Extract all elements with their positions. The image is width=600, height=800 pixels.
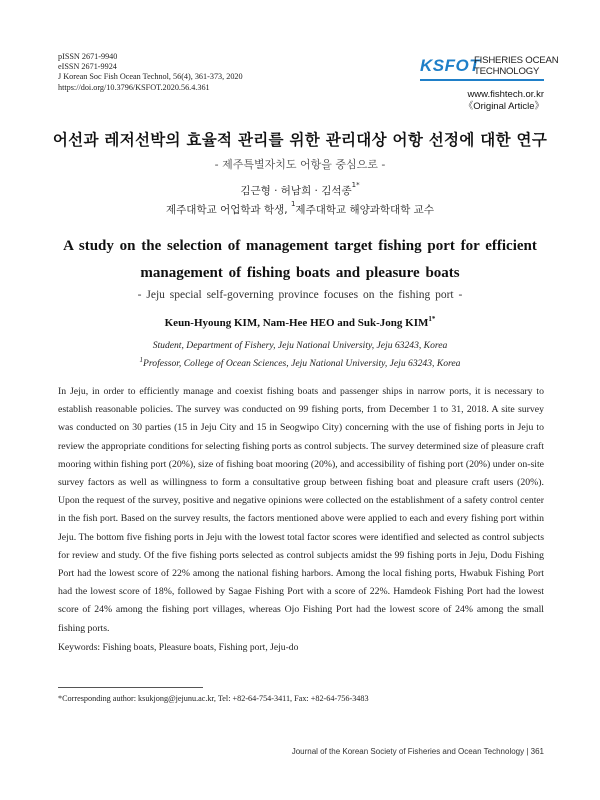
eissn: eISSN 2671-9924 xyxy=(58,62,117,72)
article-type: 《Original Article》 xyxy=(463,100,544,112)
korean-title: 어선과 레저선박의 효율적 관리를 위한 관리대상 어항 선정에 대한 연구 xyxy=(52,131,548,149)
journal-reference: J Korean Soc Fish Ocean Technol, 56(4), 361-373, 2020 xyxy=(58,72,243,82)
korean-affiliation xyxy=(0,202,600,217)
english-author-names: Keun-Hyoung KIM, Nam-Hee HEO and Suk-Jong KIM xyxy=(164,317,429,329)
korean-affiliation-professor: 제주대학교 해양과학대학 교수 xyxy=(295,204,434,216)
english-authors xyxy=(0,317,600,329)
logo-mark: KSFOT xyxy=(420,56,481,75)
english-affiliation-mark: 1 xyxy=(139,356,144,364)
website-link[interactable]: www.fishtech.or.kr xyxy=(467,89,544,100)
english-subtitle: - Jeju special self-governing province focuses on the fishing port - xyxy=(137,289,463,301)
english-title xyxy=(30,233,570,287)
korean-subtitle: - 제주특별자치도 어항을 중심으로 - xyxy=(214,158,386,171)
corresponding-author-note: *Corresponding author: ksukjong@jejunu.ac.kr, Tel: +82-64-754-3411, Fax: +82-64-756-3483 xyxy=(58,694,369,703)
doi-link[interactable]: https://doi.org/10.3796/KSFOT.2020.56.4.361 xyxy=(58,82,210,92)
korean-affiliation-student: 제주대학교 어업학과 학생, xyxy=(166,204,288,216)
journal-meta xyxy=(58,52,243,93)
english-author-mark: 1* xyxy=(428,315,436,323)
logo-line-2: TECHNOLOGY xyxy=(474,66,540,77)
english-title-line-2: management of fishing boats and pleasure boats xyxy=(140,265,460,281)
abstract-paragraph: In Jeju, in order to efficiently manage and coexist fishing boats and passenger ships in narrow ports, it is necessary to establish reasonable policies. The survey was conducted on 99 fishing ports, from December 1 to 31, 2018. A site survey was conducted on 30 parties (15 in Jeju City and 15 in Seogwipo City) concerning with the use of fishing ports in Jeju to review the appropriate conditions for selecting fishing ports as control subjects. The survey determined size of pleasure craft mooring within fishing port (20%), size of fishing boat mooring (20%), and accessibility of fishing port (20%) under on-site survey factors as well as willingness to form a consultative group between fishing boat and pleasure craft users (20%). Upon the request of the survey, positive and negative opinions were collected on the establishment of a safety control center in the fish port. Based on the survey results, the factors mentioned above were applied to each and every fishing port within Jeju. The bottom five fishing ports in Jeju with the lowest total factor scores were identified and selected as control subjects for review and study. Of the five fishing ports selected as control subjects amidst the 99 fishing ports in Jeju, Dodu Fishing Port had the lowest score of 22% among the national fishing harbors. Among the local fishing ports, Hwabuk Fishing Port had the lowest score of 18%, followed by Sagae Fishing Port with a score of 22%. Hamdeok Fishing Port had the lowest score of 24% among the fishing port villages, whereas Ojo Fishing Port had the lowest score of 24% among the small fishing ports. xyxy=(58,386,544,634)
korean-author-names: 김근형 · 허남희 · 김석종 xyxy=(240,185,352,197)
logo-line-1: FISHERIES OCEAN xyxy=(474,55,559,66)
logo-underline xyxy=(420,79,544,81)
english-title-line-1: A study on the selection of management target fishing port for efficient xyxy=(63,238,537,254)
korean-affiliation-mark: 1 xyxy=(290,200,296,208)
keywords: Keywords: Fishing boats, Pleasure boats, Fishing port, Jeju-do xyxy=(58,642,299,653)
english-affiliation-2-text: Professor, College of Ocean Sciences, Jeju National University, Jeju 63243, Korea xyxy=(143,358,461,369)
korean-authors xyxy=(0,183,600,198)
korean-author-mark: 1* xyxy=(351,181,360,189)
logo-wordmark xyxy=(474,55,558,77)
english-affiliation-2 xyxy=(0,358,600,369)
ksfot-logo xyxy=(420,52,559,82)
english-affiliation-1: Student, Department of Fishery, Jeju National University, Jeju 63243, Korea xyxy=(152,340,448,351)
site-block xyxy=(464,89,544,112)
footnote-divider xyxy=(58,687,203,688)
page-footer: Journal of the Korean Society of Fisheries and Ocean Technology | 361 xyxy=(291,747,544,756)
pissn: pISSN 2671-9940 xyxy=(58,52,118,61)
